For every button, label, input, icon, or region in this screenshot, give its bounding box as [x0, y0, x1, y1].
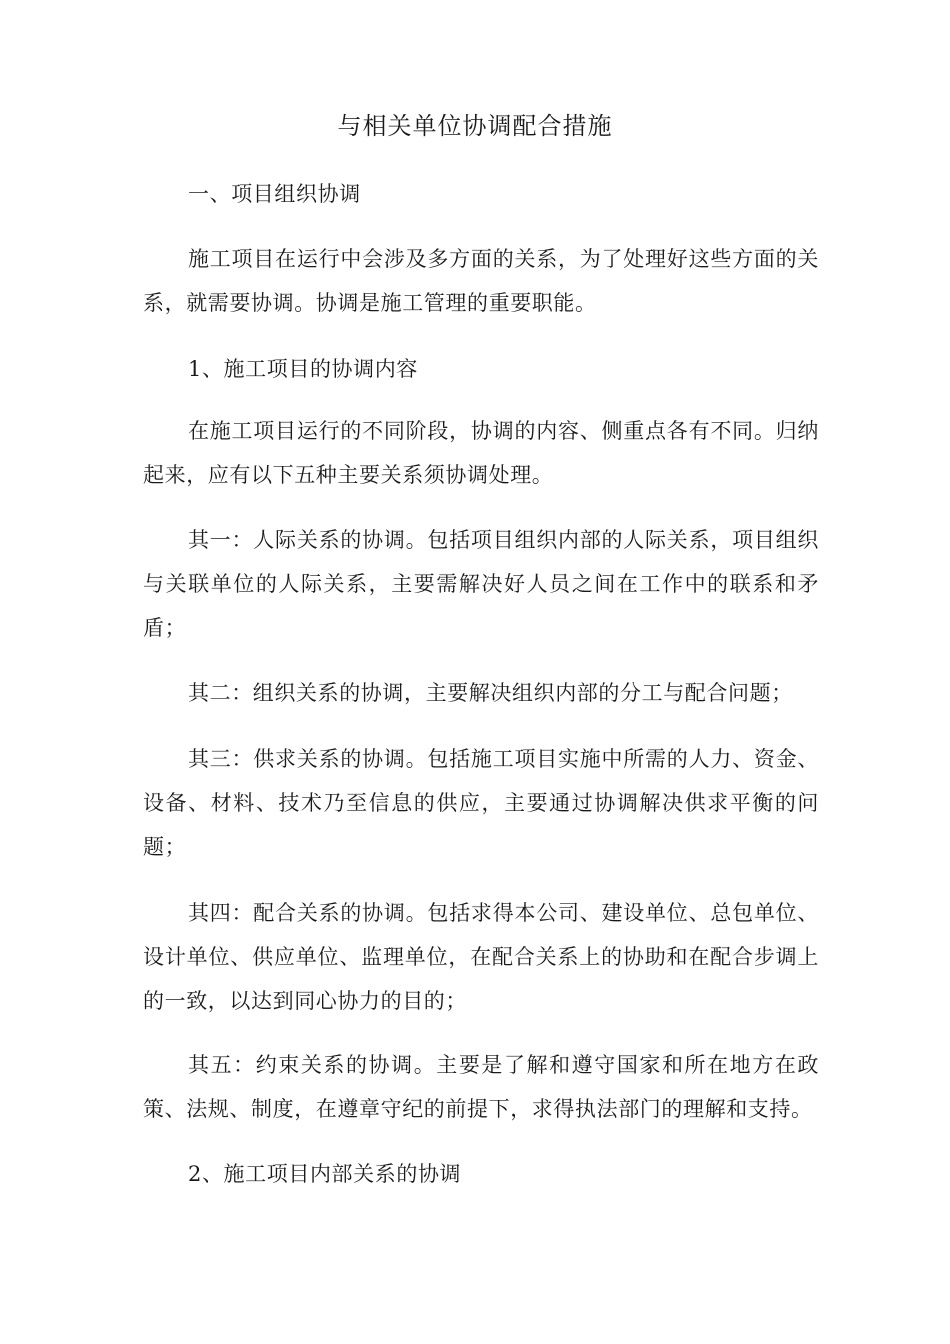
paragraph-intro: 施工项目在运行中会涉及多方面的关系，为了处理好这些方面的关系，就需要协调。协调是施工管理的重要职能。 [143, 247, 819, 315]
document-title: 与相关单位协调配合措施 [337, 112, 613, 140]
paragraph-item-3: 其三：供求关系的协调。包括施工项目实施中所需的人力、资金、设备、材料、技术乃至信息的供应，主要通过协调解决供求平衡的问题； [143, 747, 819, 859]
paragraph-item-4: 其四：配合关系的协调。包括求得本公司、建设单位、总包单位、设计单位、供应单位、监理单位，在配合关系上的协助和在配合步调上的一致，以达到同心协力的目的； [143, 901, 819, 1013]
paragraph-item-2: 其二：组织关系的协调，主要解决组织内部的分工与配合问题； [188, 681, 793, 705]
paragraph-item-5: 其五：约束关系的协调。主要是了解和遵守国家和所在地方在政策、法规、制度，在遵章守纪的前提下，求得执法部门的理解和支持。 [143, 1053, 819, 1121]
subsection-heading-coordination-content: 1、施工项目的协调内容 [188, 357, 418, 381]
section-heading-project-coordination: 一、项目组织协调 [188, 182, 361, 206]
subsection-heading-internal-relations: 2、施工项目内部关系的协调 [188, 1162, 462, 1186]
paragraph-item-1: 其一：人际关系的协调。包括项目组织内部的人际关系，项目组织与关联单位的人际关系，主要需解决好人员之间在工作中的联系和矛盾； [143, 528, 819, 640]
paragraph-stages: 在施工项目运行的不同阶段，协调的内容、侧重点各有不同。归纳起来，应有以下五种主要关系须协调处理。 [143, 419, 819, 487]
